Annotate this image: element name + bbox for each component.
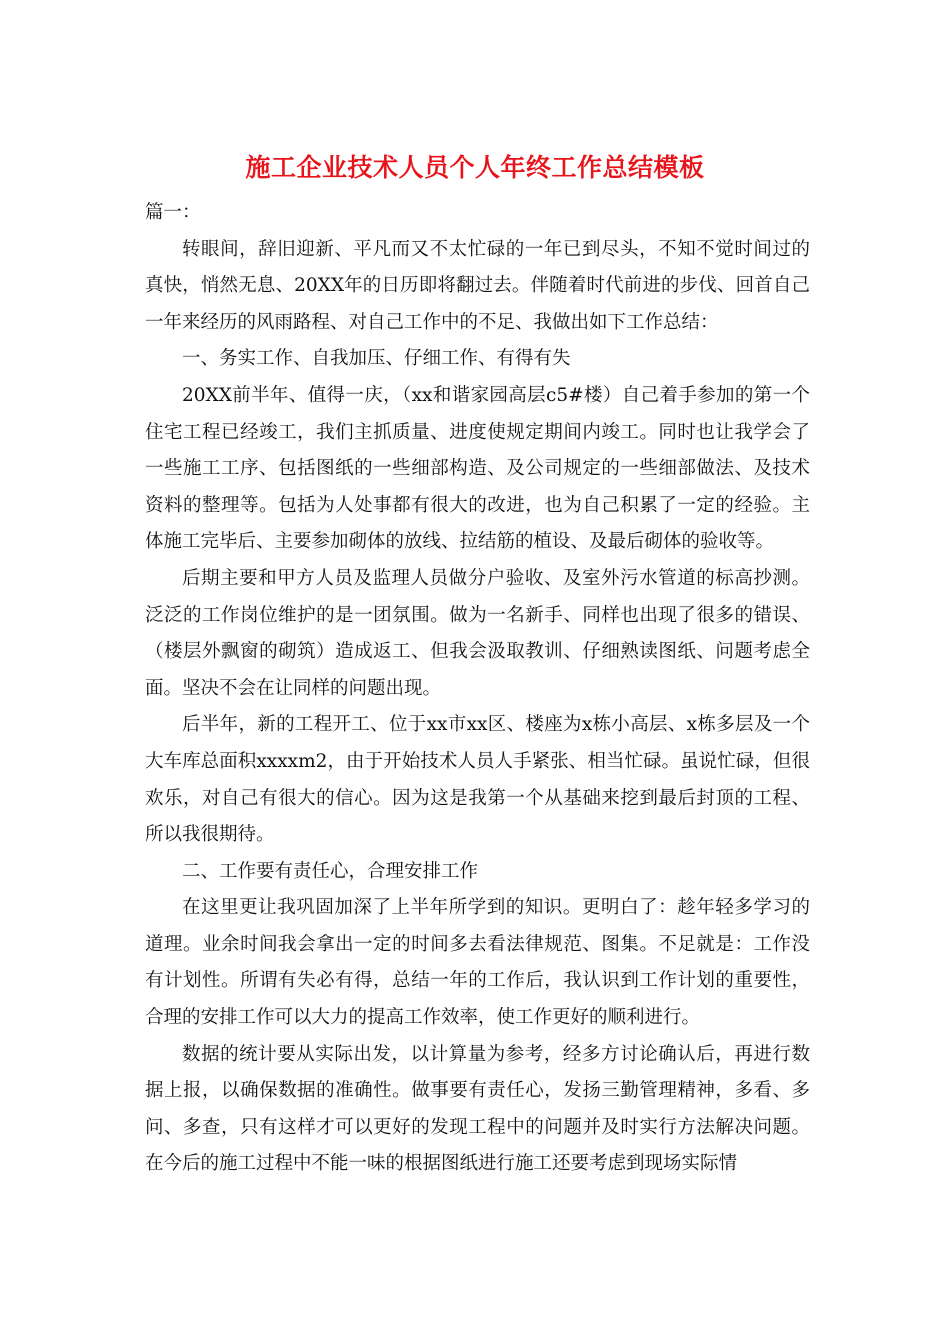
paragraph-later-period: 后期主要和甲方人员及监理人员做分户验收、及室外污水管道的标高抄测。泛泛的工作岗位维护的是一团氛围。做为一名新手、同样也出现了很多的错误、（楼层外飘窗的砌筑）造成返工、但我会汲取教训、仔细熟读图纸、问题考虑全面。坚决不会在让同样的问题出现。 (145, 567, 810, 699)
paragraph-intro: 转眼间，辞旧迎新、平凡而又不太忙碌的一年已到尽头，不知不觉时间过的真快，悄然无息、20XX年的日历即将翻过去。伴随着时代前进的步伐、回首自己一年来经历的风雨路程、对自己工作中的不足、我做出如下工作总结： (145, 238, 810, 333)
paragraph-second-half-year: 后半年，新的工程开工、位于xx市xx区、楼座为x栋小高层、x栋多层及一个大车库总面积xxxxm2，由于开始技术人员人手紧张、相当忙碌。虽说忙碌，但很欢乐，对自己有很大的信心。因为这是我第一个从基础来挖到最后封顶的工程、所以我很期待。 (145, 714, 810, 846)
heading-section-two: 二、工作要有责任心，合理安排工作 (182, 860, 479, 882)
heading-section-one: 一、务实工作、自我加压、仔细工作、有得有失 (182, 348, 571, 370)
paragraph-consolidation: 在这里更让我巩固加深了上半年所学到的知识。更明白了：趁年轻多学习的道理。业余时间我会拿出一定的时间多去看法律规范、图集。不足就是：工作没有计划性。所谓有失必有得，总结一年的工作后，我认识到工作计划的重要性，合理的安排工作可以大力的提高工作效率，使工作更好的顺利进行。 (145, 897, 810, 1029)
paragraph-data-statistics: 数据的统计要从实际出发，以计算量为参考，经多方讨论确认后，再进行数据上报，以确保数据的准确性。做事要有责任心，发扬三勤管理精神，多看、多问、多查，只有这样才可以更好的发现工程中的问题并及时实行方法解决问题。在今后的施工过程中不能一味的根据图纸进行施工还要考虑到现场实际情 (145, 1043, 810, 1175)
section-label: 篇一： (145, 202, 201, 223)
document-title: 施工企业技术人员个人年终工作总结模板 (245, 153, 705, 182)
paragraph-first-half-year: 20XX前半年、值得一庆，（xx和谐家园高层c5#楼）自己着手参加的第一个住宅工程已经竣工，我们主抓质量、进度使规定期间内竣工。同时也让我学会了一些施工工序、包括图纸的一些细部构造、及公司规定的一些细部做法、及技术资料的整理等。包括为人处事都有很大的改进，也为自己积累了一定的经验。主体施工完毕后、主要参加砌体的放线、拉结筋的植设、及最后砌体的验收等。 (145, 384, 810, 553)
document-body (145, 195, 810, 1183)
